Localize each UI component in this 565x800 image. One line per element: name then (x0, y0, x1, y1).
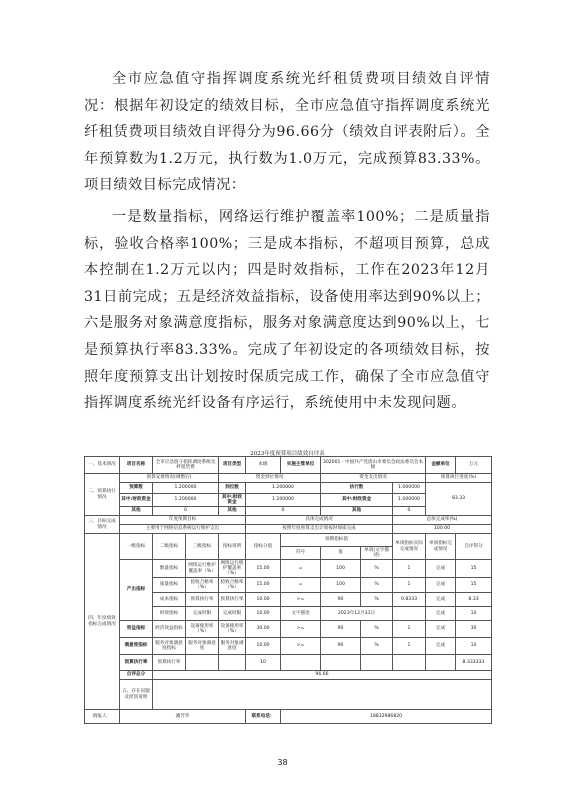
indicator-level2: 服务对象满意度指标 (153, 638, 186, 655)
indicator-self-score: 8.333333 (456, 655, 492, 671)
header-self-score: 自评得分 (456, 534, 492, 560)
indicator-self-score: 15 (456, 578, 492, 593)
indicator-self-score: 10 (456, 638, 492, 655)
indicator-unit: % (361, 578, 393, 593)
indicator-level1-output: 产出指标 (120, 560, 153, 621)
page-number: 38 (277, 758, 288, 767)
indicator-level2: 预算执行率 (153, 655, 186, 671)
funds-label: 到位数 (219, 483, 246, 494)
indicator-desc: 服务对象满意度 (219, 638, 246, 655)
indicator-value: 90 (321, 593, 361, 607)
indicator-actual: 1 (393, 578, 426, 593)
table-row (85, 457, 492, 474)
indicator-unit (361, 655, 393, 671)
filler-label: 填报人： (85, 710, 120, 724)
indicator-actual: 1 (393, 621, 426, 638)
indicator-value: 90 (321, 638, 361, 655)
header-level1: 一级指标 (120, 534, 153, 560)
section-budget: 二、预算执行情况 (85, 474, 120, 516)
phone-number: 18832986820 (281, 710, 492, 724)
indicator-unit: % (361, 560, 393, 578)
indicator-level3 (186, 655, 219, 671)
indicator-actual (393, 655, 426, 671)
indicator-self-score: 15 (456, 560, 492, 578)
table-row (85, 638, 492, 655)
agency-label: 实施主管单位 (281, 457, 321, 474)
budget-label: 预算数 (120, 483, 153, 494)
spend-header: 资金支出情况 (321, 474, 426, 483)
indicator-value: 100 (321, 578, 361, 593)
header-status: 单项指标完成情况 (426, 534, 456, 560)
table-row (85, 474, 492, 483)
header-score: 指标分值 (246, 534, 281, 560)
indicator-actual: 1 (393, 638, 426, 655)
indicator-self-score: 30 (456, 621, 492, 638)
indicator-status: 完成 (426, 578, 456, 593)
indicator-status: 完成 (426, 607, 456, 621)
indicator-value: 90 (321, 621, 361, 638)
paragraph-summary: 全市应急值守指挥调度系统光纤租赁费项目绩效自评情况：根据年初设定的绩效目标，全市应急值守指挥调度系统光纤租赁费项目绩效自评得分为96.66分（绩效自评表附后）。全年预算数为1.2万元，执行数为1.0万元，完成预算83.33%。项目绩效目标完成情况： (84, 71, 490, 194)
indicator-symbol: = (281, 560, 321, 578)
indicator-symbol (281, 655, 321, 671)
indicator-status: 完成 (426, 593, 456, 607)
amount-unit: 万元 (456, 457, 492, 474)
table-row (85, 680, 492, 710)
indicator-level3: 验收合格率（%） (186, 578, 219, 593)
table-row (85, 621, 492, 638)
funds-fiscal-value: 1.200000 (246, 494, 321, 507)
spend-label: 执行数 (321, 483, 393, 494)
section-indicators: 四、年度绩效指标完成情况 (85, 534, 120, 710)
indicator-score: 15.00 (246, 560, 281, 578)
actual-header: 具体完成情况 (246, 516, 393, 525)
filler-name: 潘芳华 (120, 710, 246, 724)
indicator-score: 10 (246, 655, 281, 671)
indicator-actual (393, 607, 426, 621)
indicator-level3: 设备使用率（%） (186, 621, 219, 638)
header-symbol: 符号 (281, 547, 321, 560)
funds-value: 1.200000 (246, 483, 321, 494)
header-actual: 单项指标实际完成情况 (393, 534, 426, 560)
rate-value: 83.33 (426, 483, 492, 516)
table-row (85, 671, 492, 680)
indicator-score: 10.00 (246, 593, 281, 607)
total-score-label: 自评总分 (120, 671, 153, 680)
indicator-desc (219, 655, 246, 671)
project-name-label: 项目名称 (120, 457, 153, 474)
overall-header: 总体完成率(%) (393, 516, 492, 525)
table-row (85, 710, 492, 724)
indicator-self-score: 8.33 (456, 593, 492, 607)
indicator-status: 完成 (426, 621, 456, 638)
indicator-status: 完成 (426, 560, 456, 578)
indicator-level3: 服务对象满意度 (186, 638, 219, 655)
indicator-actual: 0.8333 (393, 593, 426, 607)
indicator-level2: 时效指标 (153, 607, 186, 621)
phone-label: 联系电话： (246, 710, 281, 724)
table-row (85, 516, 492, 525)
header-expected: 预期指标值 (281, 534, 393, 547)
spend-other-value: 0 (393, 507, 426, 516)
funds-header: 资金到位情况 (219, 474, 321, 483)
goal-overall: 100.00 (393, 525, 492, 534)
funds-other-value: 0 (246, 507, 321, 516)
amount-unit-label: 金额单位 (426, 457, 456, 474)
indicator-desc: 验收合格率（%） (219, 578, 246, 593)
header-desc: 指标说明 (219, 534, 246, 560)
funds-fiscal-label: 其中:财政资金 (219, 494, 246, 507)
total-score: 96.66 (153, 671, 492, 680)
header-value: 值 (321, 547, 361, 560)
indicator-symbol: >= (281, 621, 321, 638)
indicator-value (321, 655, 361, 671)
section-goal: 三、目标完成情况 (85, 516, 120, 534)
indicator-value: 100 (321, 560, 361, 578)
indicator-unit: % (361, 593, 393, 607)
table-row (85, 483, 492, 494)
indicator-status: 完成 (426, 638, 456, 655)
arrange-header: 预算安排情况(调整后) (120, 474, 219, 483)
indicator-score: 10.00 (246, 638, 281, 655)
indicator-unit: % (361, 638, 393, 655)
table-row (85, 525, 492, 534)
indicator-level1-budget-rate: 预算执行率 (120, 655, 153, 671)
indicator-score: 10.00 (246, 607, 281, 621)
indicator-symbol: >= (281, 593, 321, 607)
header-level2: 二级指标 (153, 534, 186, 560)
table-row (85, 534, 492, 547)
budget-other-label: 其他 (120, 507, 153, 516)
rate-header: 预算执行进度(%) (426, 474, 492, 483)
indicator-desc: 完成时限 (219, 607, 246, 621)
indicator-level2: 数量指标 (153, 560, 186, 578)
table-title: 2023年度预算项目绩效自评表 (250, 451, 325, 457)
spend-other-label: 其他 (321, 507, 393, 516)
indicator-level1-satisfaction: 满意度指标 (120, 638, 153, 655)
spend-fiscal-label: 其中:财政资金 (321, 494, 393, 507)
indicator-level2: 成本指标 (153, 593, 186, 607)
indicator-score: 30.00 (246, 621, 281, 638)
indicator-desc: 预算执行率 (219, 593, 246, 607)
goal-actual: 按照年度预算支出计划按时保质完成 (246, 525, 393, 534)
indicator-desc: 设备使用率（%） (219, 621, 246, 638)
performance-table (84, 456, 492, 724)
budget-fiscal-value: 1.200000 (153, 494, 219, 507)
indicator-level2: 经济效益指标 (153, 621, 186, 638)
section-reason: 五、存在问题及原因说明 (120, 680, 153, 710)
indicator-level3: 预算执行率 (186, 593, 219, 607)
spend-value: 1.000000 (393, 483, 426, 494)
reason-text (153, 680, 492, 710)
budget-other-value: 0 (153, 507, 219, 516)
table-row (85, 560, 492, 578)
agency: 302001 - 中国共产党唐山市委员会政法委员会本级 (321, 457, 426, 474)
indicator-actual: 1 (393, 560, 426, 578)
indicator-level2: 质量指标 (153, 578, 186, 593)
header-unit: 单项(文字描述) (361, 547, 393, 560)
indicator-self-score: 10 (456, 607, 492, 621)
indicator-desc: 网络运行维护覆盖率（%） (219, 560, 246, 578)
indicator-level1-benefit: 效益指标 (120, 621, 153, 638)
budget-fiscal-label: 其中:财政资金 (120, 494, 153, 507)
project-type: 本级 (246, 457, 281, 474)
project-type-label: 项目类型 (219, 457, 246, 474)
indicator-level3: 网络运行维护覆盖率（%） (186, 560, 219, 578)
indicator-symbol: = (281, 578, 321, 593)
indicator-level3: 完成时限 (186, 607, 219, 621)
paragraph-indicators: 一是数量指标，网络运行维护覆盖率100%；二是质量指标，验收合格率100%；三是成本指标，不超项目预算，总成本控制在1.2万元以内；四是时效指标，工作在2023年12月31日前完成；五是经济效益指标，设备使用率达到90%以上；六是服务对象满意度指标，服务对象满意度达到90%以上，七是预算执行率83.33%。完成了年初设定的各项绩效目标，按照年度预算支出计划按时保质完成工作，确保了全市应急值守指挥调度系统光纤设备有序运行，系统使用中未发现问题。 (84, 209, 490, 412)
spend-fiscal-value: 1.000000 (393, 494, 426, 507)
budget-value: 1.200000 (153, 483, 219, 494)
target-header: 年度预期目标 (120, 516, 246, 525)
goal-target: 主要用于网络信息系统运行维护支出 (120, 525, 246, 534)
funds-other-label: 其他 (219, 507, 246, 516)
table-row (85, 655, 492, 671)
indicator-value: 2023年12月31日 (321, 607, 393, 621)
indicator-symbol: 文字描述 (281, 607, 321, 621)
header-level3: 三级指标 (186, 534, 219, 560)
indicator-status (426, 655, 456, 671)
indicator-unit: % (361, 621, 393, 638)
project-name: 全市应急值守指挥调度系统光纤租赁费 (153, 457, 219, 474)
section-basic: 一、基本情况 (85, 457, 120, 474)
indicator-symbol: >= (281, 638, 321, 655)
indicator-score: 15.00 (246, 578, 281, 593)
